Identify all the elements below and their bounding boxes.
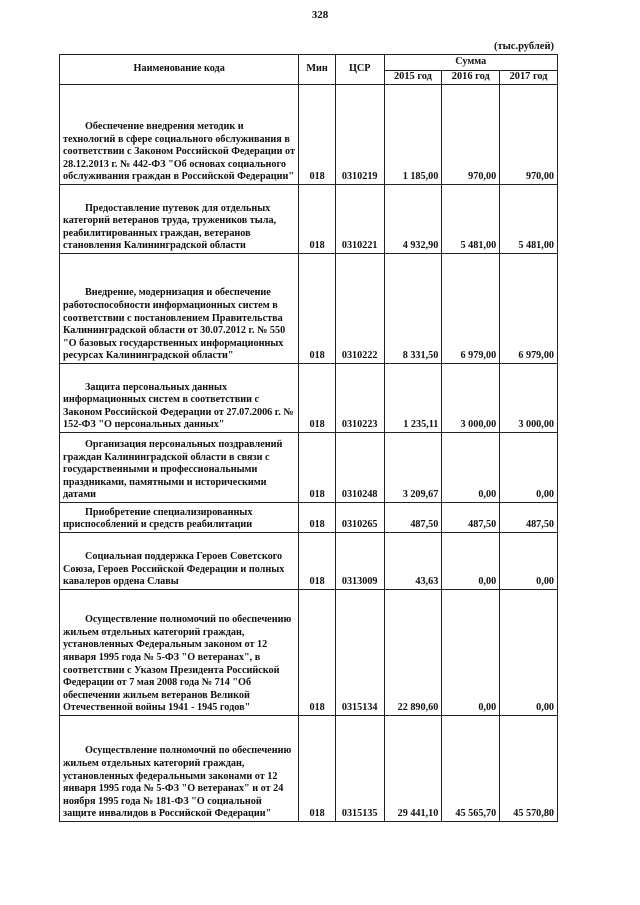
row-value-2015: 1 185,00: [384, 85, 442, 185]
units-label: (тыс.рублей): [493, 41, 554, 52]
row-value-2017: 45 570,80: [500, 716, 558, 822]
row-value-2015: 29 441,10: [384, 716, 442, 822]
table-row: [60, 433, 558, 503]
row-csr: 0315134: [335, 590, 384, 716]
row-name: Социальная поддержка Героев Советского Союза, Героев Российской Федерации и полных кавалеров ордена Славы: [60, 533, 299, 590]
row-value-2016: 45 565,70: [442, 716, 500, 822]
row-name: Предоставление путевок для отдельных категорий ветеранов труда, тружеников тыла, реабилитированных граждан, ветеранов становления Калининградской области: [60, 185, 299, 254]
row-value-2016: 6 979,00: [442, 254, 500, 364]
header-year-2016: 2016 год: [442, 70, 500, 84]
row-value-2017: 5 481,00: [500, 185, 558, 254]
table-row: [60, 85, 558, 185]
row-value-2017: 487,50: [500, 503, 558, 533]
row-name: Организация персональных поздравлений граждан Калининградской области в связи с государственными и профессиональными праздниками, памятными и историческими датами: [60, 433, 299, 503]
page-number: 328: [311, 9, 329, 21]
row-value-2015: 3 209,67: [384, 433, 442, 503]
row-value-2016: 0,00: [442, 433, 500, 503]
row-value-2017: 0,00: [500, 590, 558, 716]
row-csr: 0310265: [335, 503, 384, 533]
header-year-2015: 2015 год: [384, 70, 442, 84]
row-min: 018: [299, 254, 336, 364]
header-name: Наименование кода: [60, 55, 299, 85]
row-min: 018: [299, 364, 336, 433]
table-row: [60, 254, 558, 364]
table-row: [60, 364, 558, 433]
row-csr: 0310222: [335, 254, 384, 364]
header-csr: ЦСР: [335, 55, 384, 85]
row-value-2015: 43,63: [384, 533, 442, 590]
row-min: 018: [299, 590, 336, 716]
row-value-2015: 487,50: [384, 503, 442, 533]
header-sum: Сумма: [384, 55, 557, 71]
row-min: 018: [299, 533, 336, 590]
row-value-2015: 22 890,60: [384, 590, 442, 716]
budget-table: [59, 54, 558, 822]
row-name: Осуществление полномочий по обеспечению жильем отдельных категорий граждан, установленных Федеральным законом от 12 января 1995 года № 5-ФЗ "О ветеранах", в соответствии с Указом Президента Российской Федерации от 7 мая 2008 года № 714 "Об обеспечении жильем ветеранов Великой Отечественной войны 1941 - 1945 годов": [60, 590, 299, 716]
row-min: 018: [299, 716, 336, 822]
row-name: Защита персональных данных информационных систем в соответствии с Законом Российской Федерации от 27.07.2006 г. № 152-ФЗ "О персональных данных": [60, 364, 299, 433]
row-min: 018: [299, 503, 336, 533]
row-value-2017: 3 000,00: [500, 364, 558, 433]
row-value-2016: 0,00: [442, 590, 500, 716]
row-value-2015: 1 235,11: [384, 364, 442, 433]
row-value-2016: 3 000,00: [442, 364, 500, 433]
row-csr: 0310248: [335, 433, 384, 503]
row-value-2016: 487,50: [442, 503, 500, 533]
row-value-2015: 4 932,90: [384, 185, 442, 254]
table-row: [60, 590, 558, 716]
table-body: [60, 85, 558, 822]
row-csr: 0313009: [335, 533, 384, 590]
header-min: Мин: [299, 55, 336, 85]
row-min: 018: [299, 185, 336, 254]
row-csr: 0310223: [335, 364, 384, 433]
table-row: [60, 533, 558, 590]
table-row: [60, 503, 558, 533]
row-name: Обеспечение внедрения методик и технологий в сфере социального обслуживания в соответствии с Законом Российской Федерации от 28.12.2013 г. № 442-ФЗ "Об основах социального обслуживания граждан в Российской Федерации": [60, 85, 299, 185]
table-header: [60, 55, 558, 85]
header-year-2017: 2017 год: [500, 70, 558, 84]
row-value-2017: 0,00: [500, 533, 558, 590]
row-min: 018: [299, 85, 336, 185]
row-csr: 0315135: [335, 716, 384, 822]
table-row: [60, 716, 558, 822]
row-value-2016: 5 481,00: [442, 185, 500, 254]
row-name: Осуществление полномочий по обеспечению жильем отдельных категорий граждан, установленных федеральными законами от 12 января 1995 года № 5-ФЗ "О ветеранах" и от 24 ноября 1995 года № 181-ФЗ "О социальной защите инвалидов в Российской Федерации": [60, 716, 299, 822]
row-min: 018: [299, 433, 336, 503]
row-value-2015: 8 331,50: [384, 254, 442, 364]
row-value-2016: 970,00: [442, 85, 500, 185]
table-row: [60, 185, 558, 254]
row-csr: 0310219: [335, 85, 384, 185]
row-name: Приобретение специализированных приспособлений и средств реабилитации: [60, 503, 299, 533]
row-value-2017: 6 979,00: [500, 254, 558, 364]
row-value-2017: 0,00: [500, 433, 558, 503]
row-csr: 0310221: [335, 185, 384, 254]
row-value-2016: 0,00: [442, 533, 500, 590]
row-name: Внедрение, модернизация и обеспечение работоспособности информационных систем в соответствии с постановлением Правительства Калининградской области от 30.07.2012 г. № 550 "О базовых государственных информационных ресурсах Калининградской области": [60, 254, 299, 364]
row-value-2017: 970,00: [500, 85, 558, 185]
